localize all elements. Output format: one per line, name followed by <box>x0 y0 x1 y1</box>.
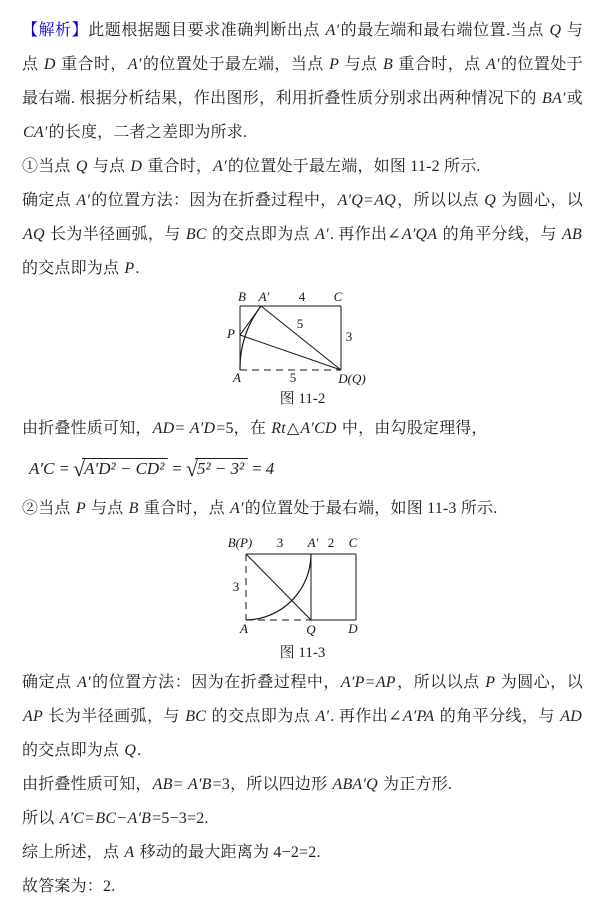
fold-lines <box>246 554 311 620</box>
case2-method: 确定点 A′的位置方法：因为在折叠过程中，A′P=AP，所以以点 P 为圆心，以 AP 长为半径画弧，与 BC 的交点即为点 A′. 再作出∠A′PA 的角平分线，与 AD 的交点即为点 Q. <box>22 674 584 759</box>
analysis-document <box>22 14 583 904</box>
label-q: Q <box>305 622 316 637</box>
conclusion-max-distance: 综上所述，点 A 移动的最大距离为 4−2=2. <box>22 844 321 861</box>
figure-11-2 <box>22 290 583 410</box>
figure-11-3 <box>22 530 583 664</box>
formula-result: 4 <box>265 459 275 478</box>
label-c: C <box>333 290 342 304</box>
formula-radicand-2: 5² − 3² <box>195 458 248 478</box>
final-answer: 故答案为：2. <box>22 878 116 895</box>
equals-sign: = <box>172 459 182 478</box>
case1-method: 确定点 A′的位置方法：因为在折叠过程中，A′Q=AQ，所以以点 Q 为圆心，以 AQ 长为半径画弧，与 BC 的交点即为点 A′. 再作出∠A′QA 的角平分线，与 AB 的交点即为点 P. <box>22 192 583 277</box>
radical-sign: √ <box>73 456 86 481</box>
figure-11-3-labels <box>227 535 358 637</box>
label-length-5-bottom: 5 <box>289 370 296 385</box>
analysis-intro-paragraph: 【解析】此题根据题目要求准确判断出点 A′的最左端和最右端位置.当点 Q 与点 D 重合时，A′的位置处于最左端，当点 P 与点 B 重合时，点 A′的位置处于最右端. 根据分析结果，作出图形，利用折叠性质分别求出两种情况下的 BA′或 CA′的长度，二者之差即为所求. <box>22 22 583 141</box>
label-a: A <box>239 621 248 636</box>
label-length-3: 3 <box>345 329 352 344</box>
case2-square-deduction: 由折叠性质可知，AB= A′B=3，所以四边形 ABA′Q 为正方形. <box>22 776 453 793</box>
rectangle-abcd <box>240 306 341 370</box>
formula-lhs: A′C <box>29 459 55 478</box>
figure-11-3-caption: 图 11-3 <box>279 645 326 661</box>
label-b: B <box>237 290 246 304</box>
label-p: P <box>226 326 235 341</box>
case2-length-calculation: 所以 A′C=BC−A′B=5−3=2. <box>22 810 209 827</box>
label-d: D <box>347 621 358 636</box>
label-a: A <box>232 370 241 385</box>
label-length-2: 2 <box>327 535 334 550</box>
figure-11-2-drawing <box>178 290 428 388</box>
label-length-3-left: 3 <box>232 579 239 594</box>
case1-pythagorean-intro: 由折叠性质可知，AD= A′D=5，在 Rt△A′CD 中，由勾股定理得， <box>22 420 488 437</box>
label-c: C <box>348 535 357 550</box>
radical-sign: √ <box>185 456 198 481</box>
fold-arc <box>239 306 260 370</box>
equals-sign: = <box>252 459 262 478</box>
label-length-5-diagonal: 5 <box>296 316 303 331</box>
formula-radicand-1: A′D² − CD² <box>82 458 168 478</box>
segment-p-q <box>246 554 311 620</box>
label-d-q: D(Q) <box>337 371 366 386</box>
segment-p-d <box>240 335 341 370</box>
figure-11-3-drawing <box>188 530 418 642</box>
figure-11-2-caption: 图 11-2 <box>279 391 326 407</box>
label-length-4: 4 <box>298 290 305 304</box>
pythagorean-calculation <box>22 446 583 492</box>
label-length-3-top: 3 <box>276 535 283 550</box>
equals-sign: = <box>59 459 70 478</box>
fold-lines <box>240 306 341 370</box>
case1-statement: ①当点 Q 与点 D 重合时，A′的位置处于最左端，如图 11-2 所示. <box>22 158 481 175</box>
label-a-prime: A′ <box>258 290 269 304</box>
label-b-p: B(P) <box>227 535 252 550</box>
label-a-prime: A′ <box>307 535 318 550</box>
case2-statement: ②当点 P 与点 B 重合时，点 A′的位置处于最右端，如图 11-3 所示. <box>22 500 498 517</box>
figure-11-2-labels <box>226 290 366 386</box>
